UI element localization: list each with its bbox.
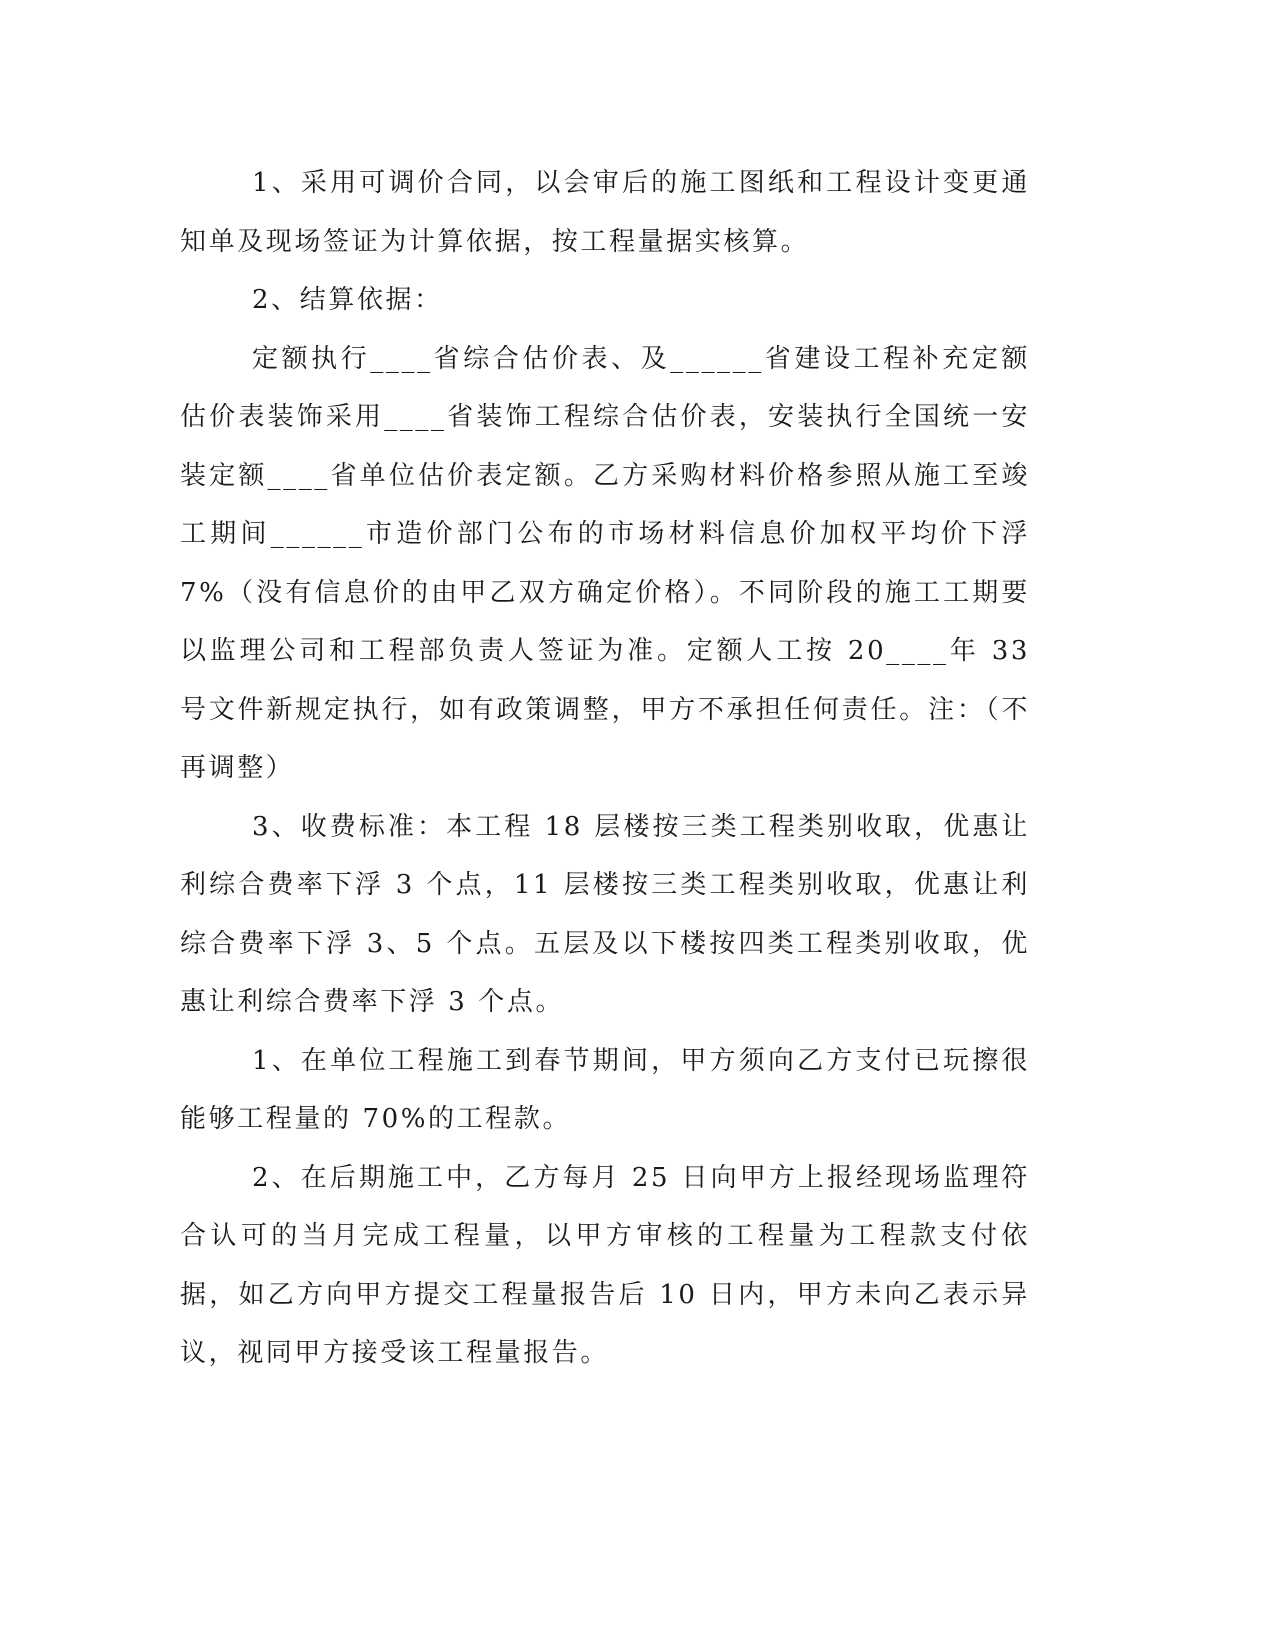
- paragraph-fee-standard: 3、收费标准：本工程 18 层楼按三类工程类别收取，优惠让利综合费率下浮 3 个点，11 层楼按三类工程类别收取，优惠让利综合费率下浮 3、5 个点。五层及以下楼按四类工程类别收取，优惠让利综合费率下浮 3 个点。: [180, 811, 1030, 1017]
- paragraph-settlement-basis-heading: 2、结算依据：: [252, 285, 443, 315]
- paragraph-quota-execution: 定额执行____省综合估价表、及______省建设工程补充定额估价表装饰采用____省装饰工程综合估价表，安装执行全国统一安装定额____省单位估价表定额。乙方采购材料价格参照从施工至竣工期间______市造价部门公布的市场材料信息价加权平均价下浮 7%（没有信息价的由甲乙双方确定价格）。不同阶段的施工工期要以监理公司和工程部负责人签证为准。定额人工按 20____年 33 号文件新规定执行，如有政策调整，甲方不承担任何责任。注：（不再调整）: [180, 343, 1030, 783]
- paragraph-monthly-progress-payment: 2、在后期施工中，乙方每月 25 日向甲方上报经现场监理符合认可的当月完成工程量，以甲方审核的工程量为工程款支付依据，如乙方向甲方提交工程量报告后 10 日内，甲方未向乙表示异议，视同甲方接受该工程量报告。: [180, 1162, 1030, 1368]
- paragraph-payment-spring-festival: 1、在单位工程施工到春节期间，甲方须向乙方支付已玩擦很能够工程量的 70%的工程款。: [180, 1045, 1030, 1134]
- paragraph-adjustable-contract: 1、采用可调价合同，以会审后的施工图纸和工程设计变更通知单及现场签证为计算依据，按工程量据实核算。: [180, 168, 1030, 257]
- document-body: [180, 154, 1030, 1383]
